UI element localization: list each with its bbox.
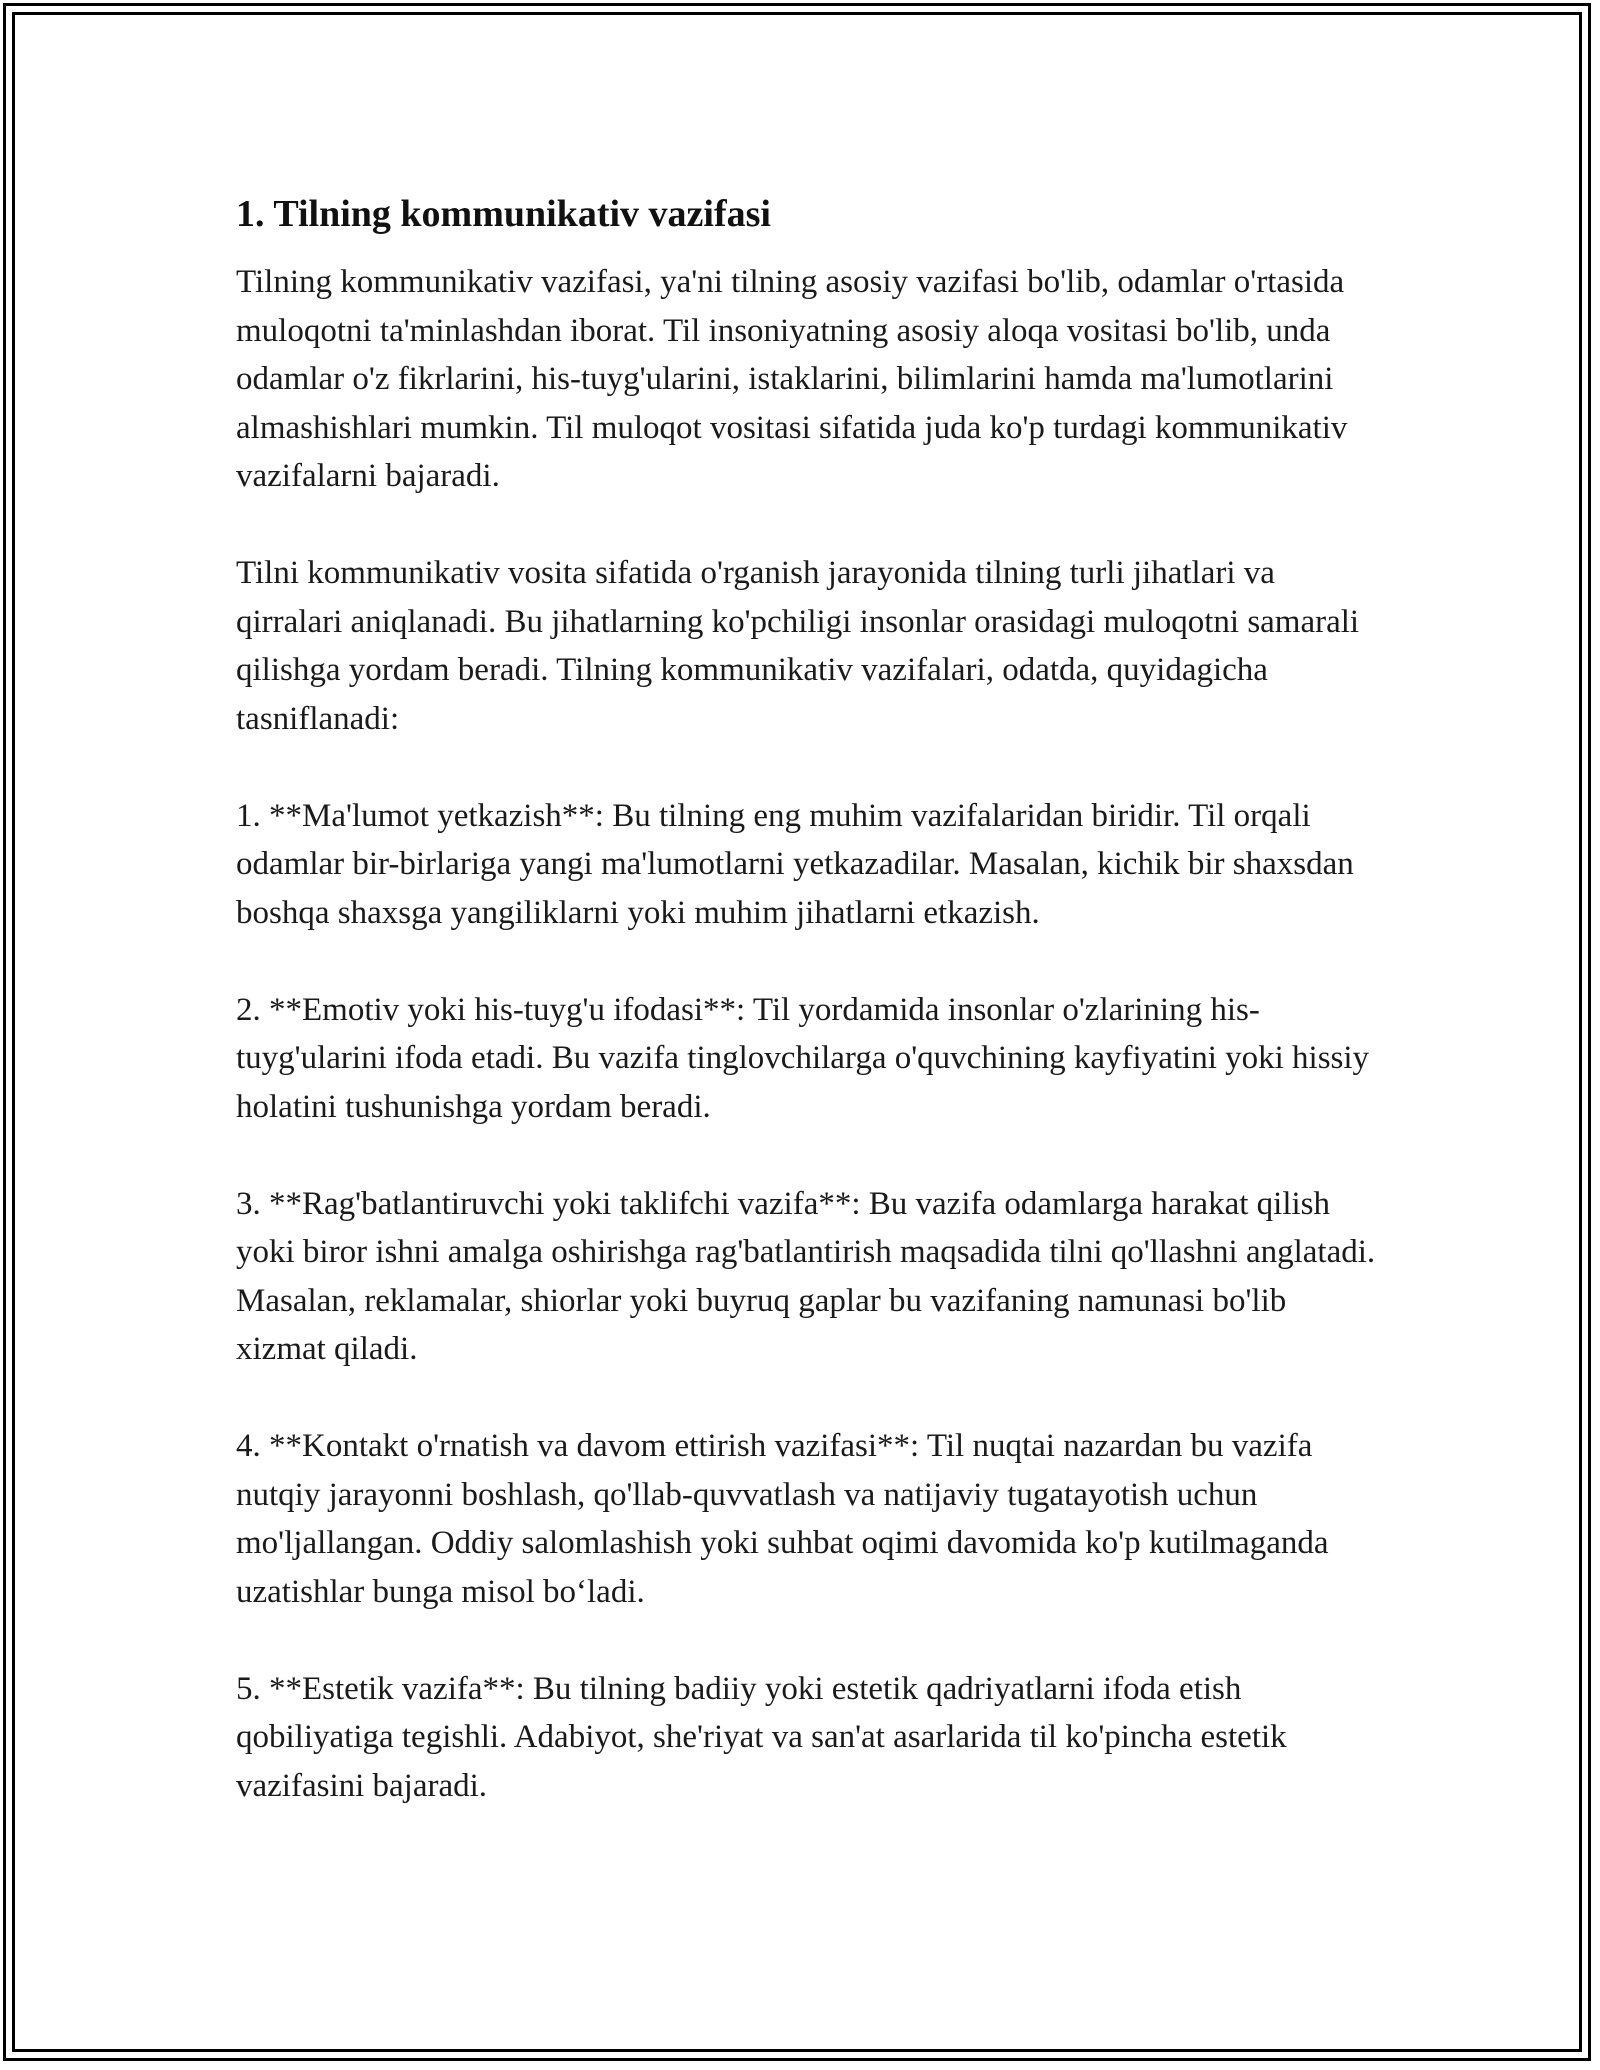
list-item-conative: 3. **Rag'batlantiruvchi yoki taklifchi vazifa**: Bu vazifa odamlarga harakat qilish yoki biror ishni amalga oshirishga rag'batlantirish maqsadida tilni qo'llashni anglatadi. Masalan, reklamalar, shiorlar yoki buyruq gaplar bu vazifaning namunasi bo'lib xizmat qiladi. xyxy=(236,1185,1376,1367)
list-item-emotive: 2. **Emotiv yoki his-tuyg'u ifodasi**: Til yordamida insonlar o'zlarining his-tuyg'ularini ifoda etadi. Bu vazifa tinglovchilarga o'quvchining kayfiyatini yoki hissiy holatini tushunishga yordam beradi. xyxy=(236,991,1370,1125)
paragraph-classification: Tilni kommunikativ vosita sifatida o'rganish jarayonida tilning turli jihatlari va qirralari aniqlanadi. Bu jihatlarning ko'pchiligi insonlar orasidagi muloqotni samarali qilishga yordam beradi. Tilning kommunikativ vazifalari, odatda, quyidagicha tasniflanadi: xyxy=(236,555,1360,737)
list-item-aesthetic: 5. **Estetik vazifa**: Bu tilning badiiy yoki estetik qadriyatlarni ifoda etish qobiliyatiga tegishli. Adabiyot, she'riyat va san'at asarlarida til ko'pincha estetik vazifasini bajaradi. xyxy=(236,1670,1287,1804)
list-item-information: 1. **Ma'lumot yetkazish**: Bu tilning eng muhim vazifalaridan biridir. Til orqali odamlar bir-birlariga yangi ma'lumotlarni yetkazadilar. Masalan, kichik bir shaxsdan boshqa shaxsga yangiliklarni yoki muhim jihatlarni etkazish. xyxy=(236,797,1354,931)
paragraph-intro: Tilning kommunikativ vazifasi, ya'ni tilning asosiy vazifasi bo'lib, odamlar o'rtasida muloqotni ta'minlashdan iborat. Til insoniyatning asosiy aloqa vositasi bo'lib, unda odamlar o'z fikrlarini, his-tuyg'ularini, istaklarini, bilimlarini hamda ma'lumotlarini almashishlari mumkin. Til muloqot vositasi sifatida juda ko'p turdagi kommunikativ vazifalarni bajaradi. xyxy=(236,264,1348,494)
list-item-phatic: 4. **Kontakt o'rnatish va davom ettirish vazifasi**: Til nuqtai nazardan bu vazifa nutqiy jarayonni boshlash, qo'llab-quvvatlash va natijaviy tugatayotish uchun mo'ljallangan. Oddiy salomlashish yoki suhbat oqimi davomida ko'p kutilmaganda uzatishlar bunga misol bo‘ladi. xyxy=(236,1428,1329,1610)
document-body xyxy=(236,188,1376,1859)
document-title: 1. Tilning kommunikativ vazifasi xyxy=(236,193,771,235)
